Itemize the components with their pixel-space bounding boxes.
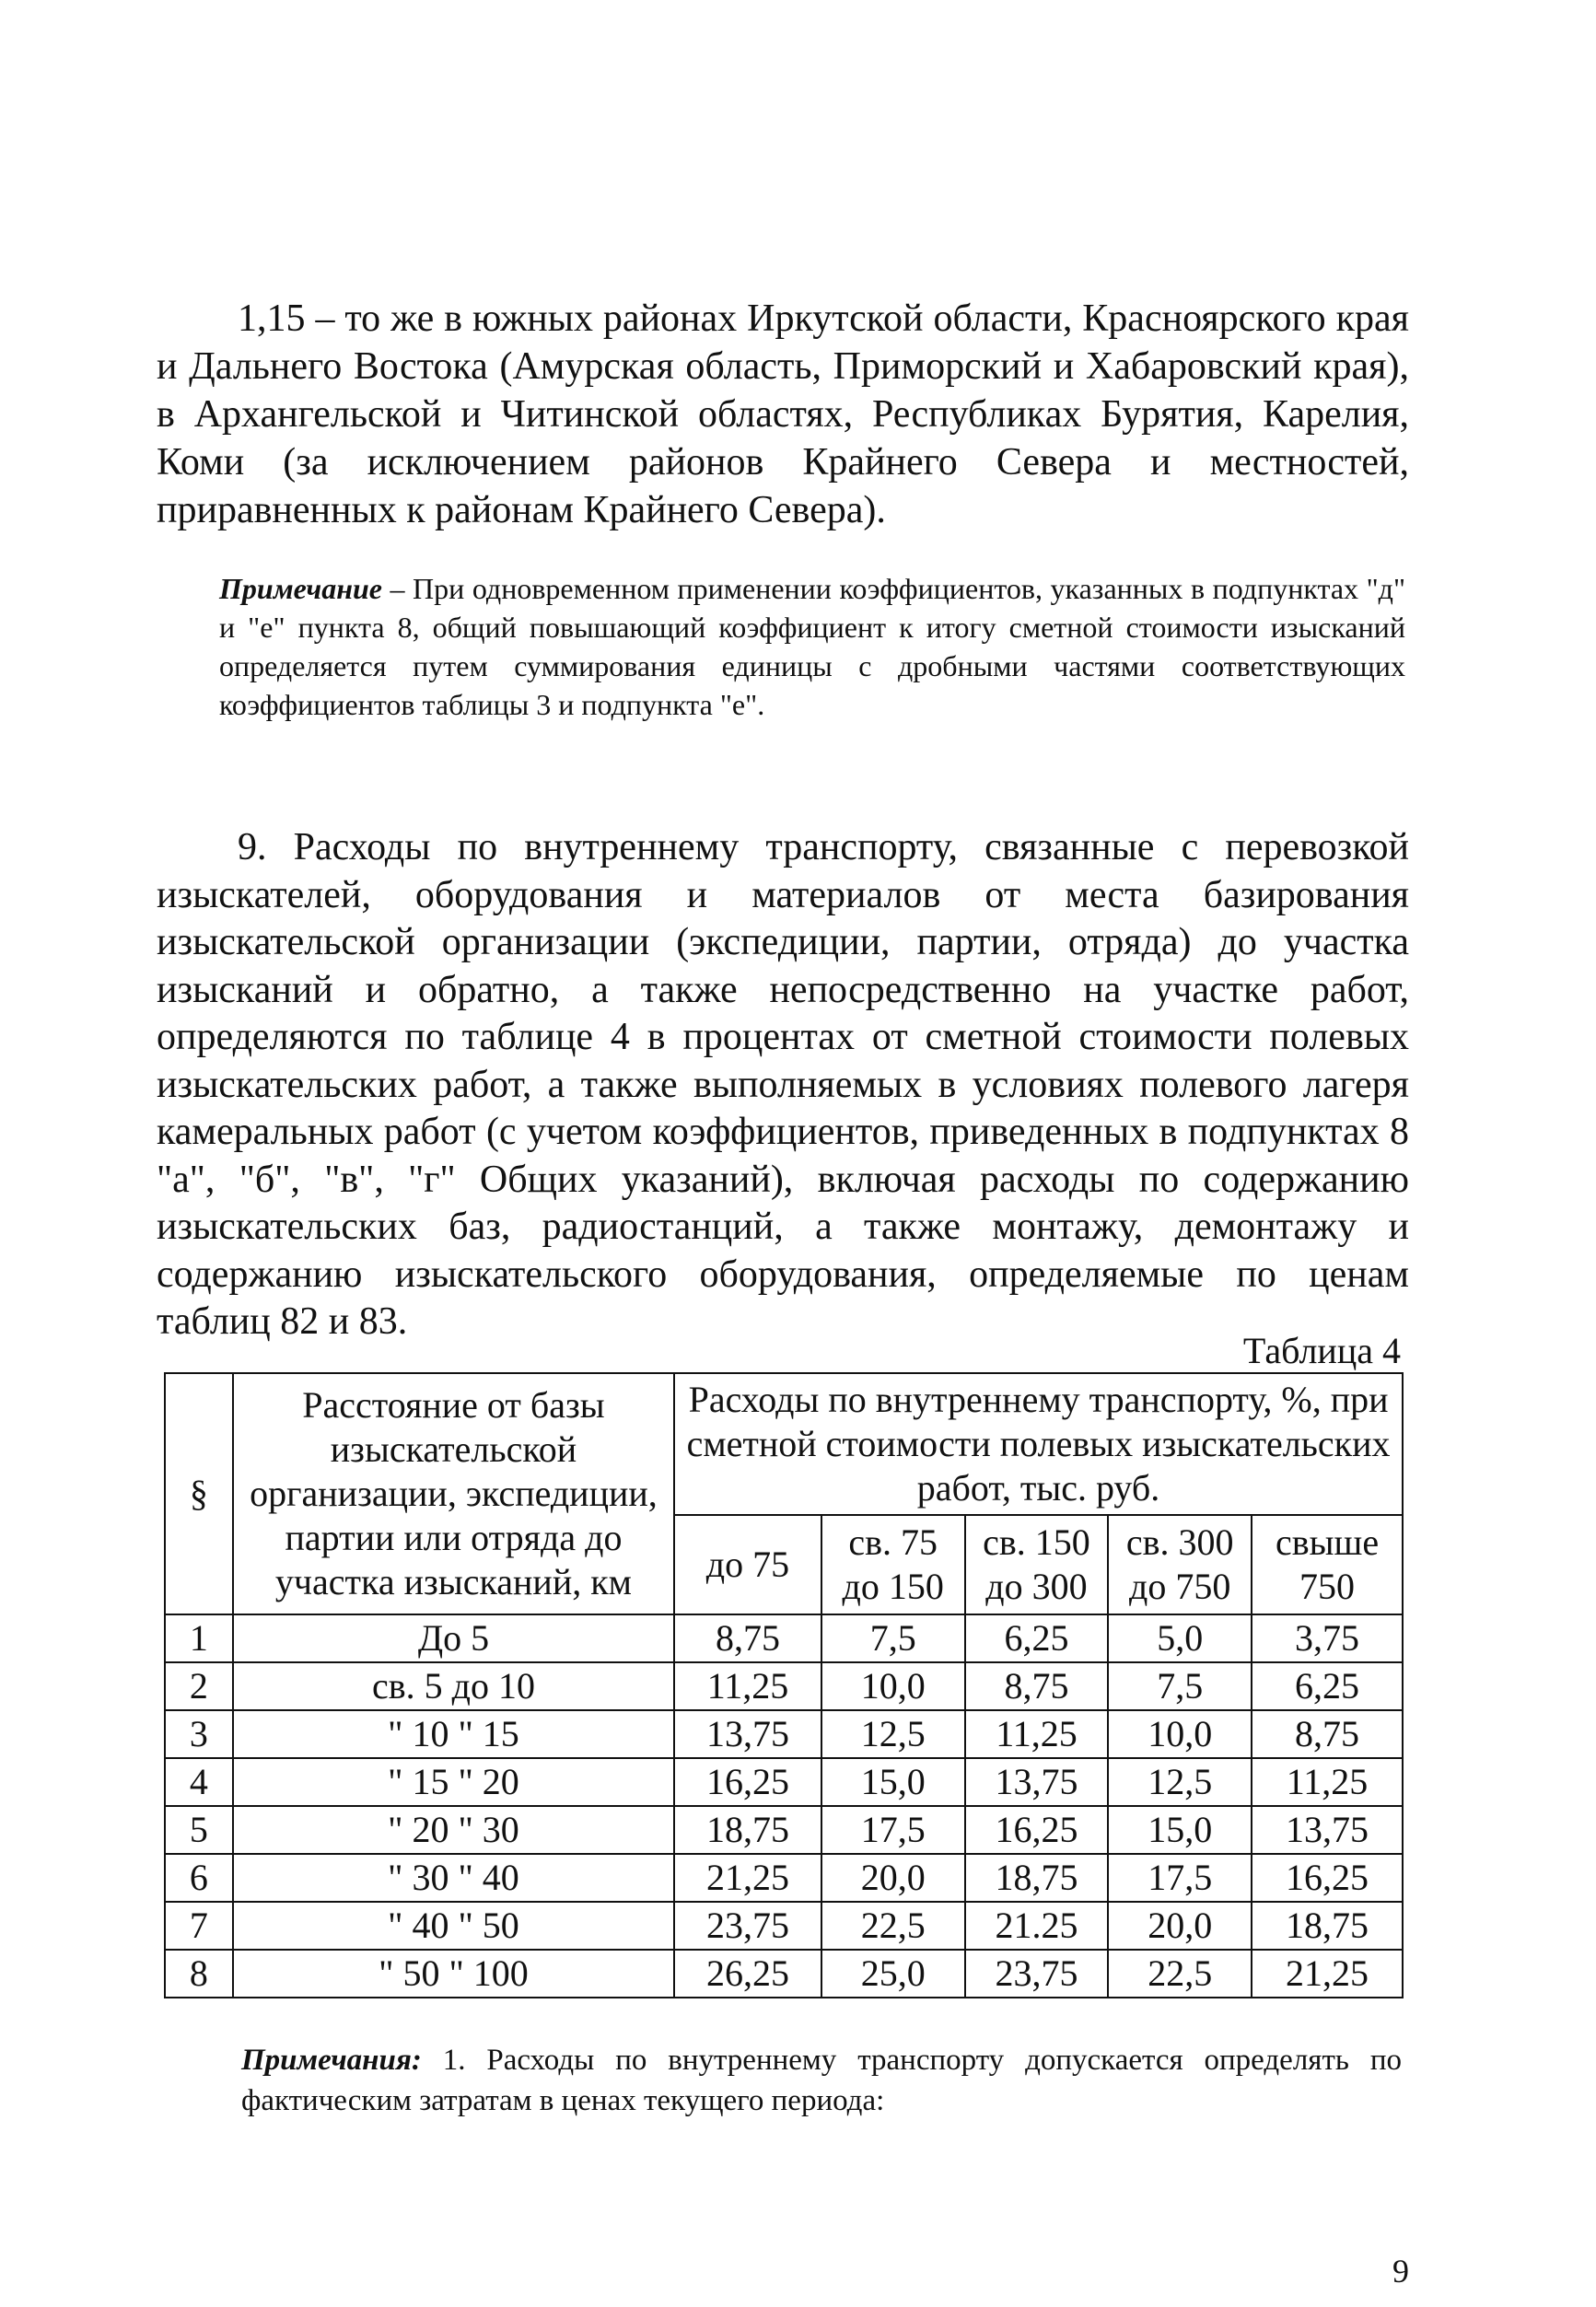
row-value: 22,5 <box>1108 1950 1252 1998</box>
row-value: 8,75 <box>965 1662 1109 1710</box>
row-value: 6,25 <box>1252 1662 1403 1710</box>
paragraph-number: 9. <box>238 826 267 868</box>
row-value: 12,5 <box>1108 1758 1252 1806</box>
row-number: 7 <box>165 1902 233 1950</box>
row-value: 8,75 <box>1252 1710 1403 1758</box>
row-distance: " 50 " 100 <box>233 1950 674 1998</box>
note-text: – При одновременном применении коэффициентов, указанных в подпунктах "д" и "е" пункта 8, общий повышающий коэффициент к итогу сметной стоимости изысканий определяется путем суммирования единицы с дробными частями соответствующих коэффициентов таблицы 3 и подпункта "е". <box>219 572 1405 721</box>
header-cost-range: свыше 750 <box>1252 1515 1403 1614</box>
table-row <box>165 1902 1403 1950</box>
row-value: 21,25 <box>674 1854 821 1902</box>
row-number: 6 <box>165 1854 233 1902</box>
row-value: 11,25 <box>674 1662 821 1710</box>
header-cost-range: св. 150 до 300 <box>965 1515 1109 1614</box>
row-value: 17,5 <box>821 1806 965 1854</box>
row-distance: " 15 " 20 <box>233 1758 674 1806</box>
row-value: 13,75 <box>1252 1806 1403 1854</box>
row-value: 26,25 <box>674 1950 821 1998</box>
row-value: 10,0 <box>821 1662 965 1710</box>
paragraph-coefficient-1-15 <box>157 295 1409 534</box>
row-value: 23,75 <box>674 1902 821 1950</box>
row-value: 11,25 <box>965 1710 1109 1758</box>
paragraph-text: 1,15 – то же в южных районах Иркутской области, Красноярского края и Дальнего Востока (Амурская область, Приморский и Хабаровский края), в Архангельской и Читинской областях, Республиках Бурятия, Карелия, Коми (за исключением районов Крайнего Севера и местностей, приравненных к районам Крайнего Севера). <box>157 297 1409 531</box>
row-value: 15,0 <box>1108 1806 1252 1854</box>
table-row <box>165 1950 1403 1998</box>
table-row <box>165 1854 1403 1902</box>
row-value: 16,25 <box>674 1758 821 1806</box>
row-value: 18,75 <box>965 1854 1109 1902</box>
table-row <box>165 1662 1403 1710</box>
row-number: 2 <box>165 1662 233 1710</box>
notes-label: Примечания: <box>241 2044 422 2077</box>
row-value: 21.25 <box>965 1902 1109 1950</box>
row-value: 3,75 <box>1252 1614 1403 1662</box>
row-distance: " 20 " 30 <box>233 1806 674 1854</box>
header-expenses-group: Расходы по внутреннему транспорту, %, при сметной стоимости полевых изыскательских работ, тыс. руб. <box>674 1373 1403 1515</box>
paragraph-9 <box>157 824 1409 1346</box>
note-block <box>219 569 1405 724</box>
row-number: 3 <box>165 1710 233 1758</box>
paragraph-text: Расходы по внутреннему транспорту, связанные с перевозкой изыскателей, оборудования и материалов от места базирования изыскательской организации (экспедиции, партии, отряда) до участка изысканий и обратно, а также непосредственно на участке работ, определяются по таблице 4 в процентах от сметной стоимости полевых изыскательских работ, а также выполняемых в условиях полевого лагеря камеральных работ (с учетом коэффициентов, приведенных в подпунктах 8 "а", "б", "в", "г" Общих указаний), включая расходы по содержанию изыскательских баз, радиостанций, а также монтажу, демонтажу и содержанию изыскательского оборудования, определяемые по ценам таблиц 82 и 83. <box>157 826 1409 1343</box>
table-row <box>165 1710 1403 1758</box>
row-value: 5,0 <box>1108 1614 1252 1662</box>
row-value: 10,0 <box>1108 1710 1252 1758</box>
row-value: 21,25 <box>1252 1950 1403 1998</box>
header-section-sign: § <box>165 1373 233 1614</box>
row-value: 20,0 <box>821 1854 965 1902</box>
notes-text: 1. Расходы по внутреннему транспорту допускается определять по фактическим затратам в ценах текущего периода: <box>241 2044 1402 2117</box>
header-cost-range: св. 300 до 750 <box>1108 1515 1252 1614</box>
row-number: 8 <box>165 1950 233 1998</box>
table-caption: Таблица 4 <box>1242 1330 1401 1371</box>
row-number: 4 <box>165 1758 233 1806</box>
header-distance: Расстояние от базы изыскательской организации, экспедиции, партии или отряда до участка изысканий, км <box>233 1373 674 1614</box>
page-number: 9 <box>1392 2253 1409 2290</box>
row-value: 15,0 <box>821 1758 965 1806</box>
row-value: 13,75 <box>965 1758 1109 1806</box>
row-value: 16,25 <box>1252 1854 1403 1902</box>
row-value: 12,5 <box>821 1710 965 1758</box>
row-distance: св. 5 до 10 <box>233 1662 674 1710</box>
row-value: 18,75 <box>1252 1902 1403 1950</box>
row-value: 13,75 <box>674 1710 821 1758</box>
row-distance: " 10 " 15 <box>233 1710 674 1758</box>
header-cost-range: до 75 <box>674 1515 821 1614</box>
row-number: 1 <box>165 1614 233 1662</box>
row-value: 16,25 <box>965 1806 1109 1854</box>
row-distance: До 5 <box>233 1614 674 1662</box>
table-4 <box>164 1372 1404 1998</box>
row-distance: " 30 " 40 <box>233 1854 674 1902</box>
row-number: 5 <box>165 1806 233 1854</box>
table-row <box>165 1758 1403 1806</box>
row-value: 17,5 <box>1108 1854 1252 1902</box>
notes-block <box>241 2040 1402 2121</box>
row-value: 7,5 <box>821 1614 965 1662</box>
row-value: 6,25 <box>965 1614 1109 1662</box>
row-value: 8,75 <box>674 1614 821 1662</box>
row-value: 11,25 <box>1252 1758 1403 1806</box>
row-value: 7,5 <box>1108 1662 1252 1710</box>
note-label: Примечание <box>219 572 382 605</box>
table-row <box>165 1806 1403 1854</box>
row-value: 18,75 <box>674 1806 821 1854</box>
header-cost-range: св. 75 до 150 <box>821 1515 965 1614</box>
table-row <box>165 1614 1403 1662</box>
row-value: 23,75 <box>965 1950 1109 1998</box>
row-value: 25,0 <box>821 1950 965 1998</box>
row-value: 22,5 <box>821 1902 965 1950</box>
row-distance: " 40 " 50 <box>233 1902 674 1950</box>
row-value: 20,0 <box>1108 1902 1252 1950</box>
